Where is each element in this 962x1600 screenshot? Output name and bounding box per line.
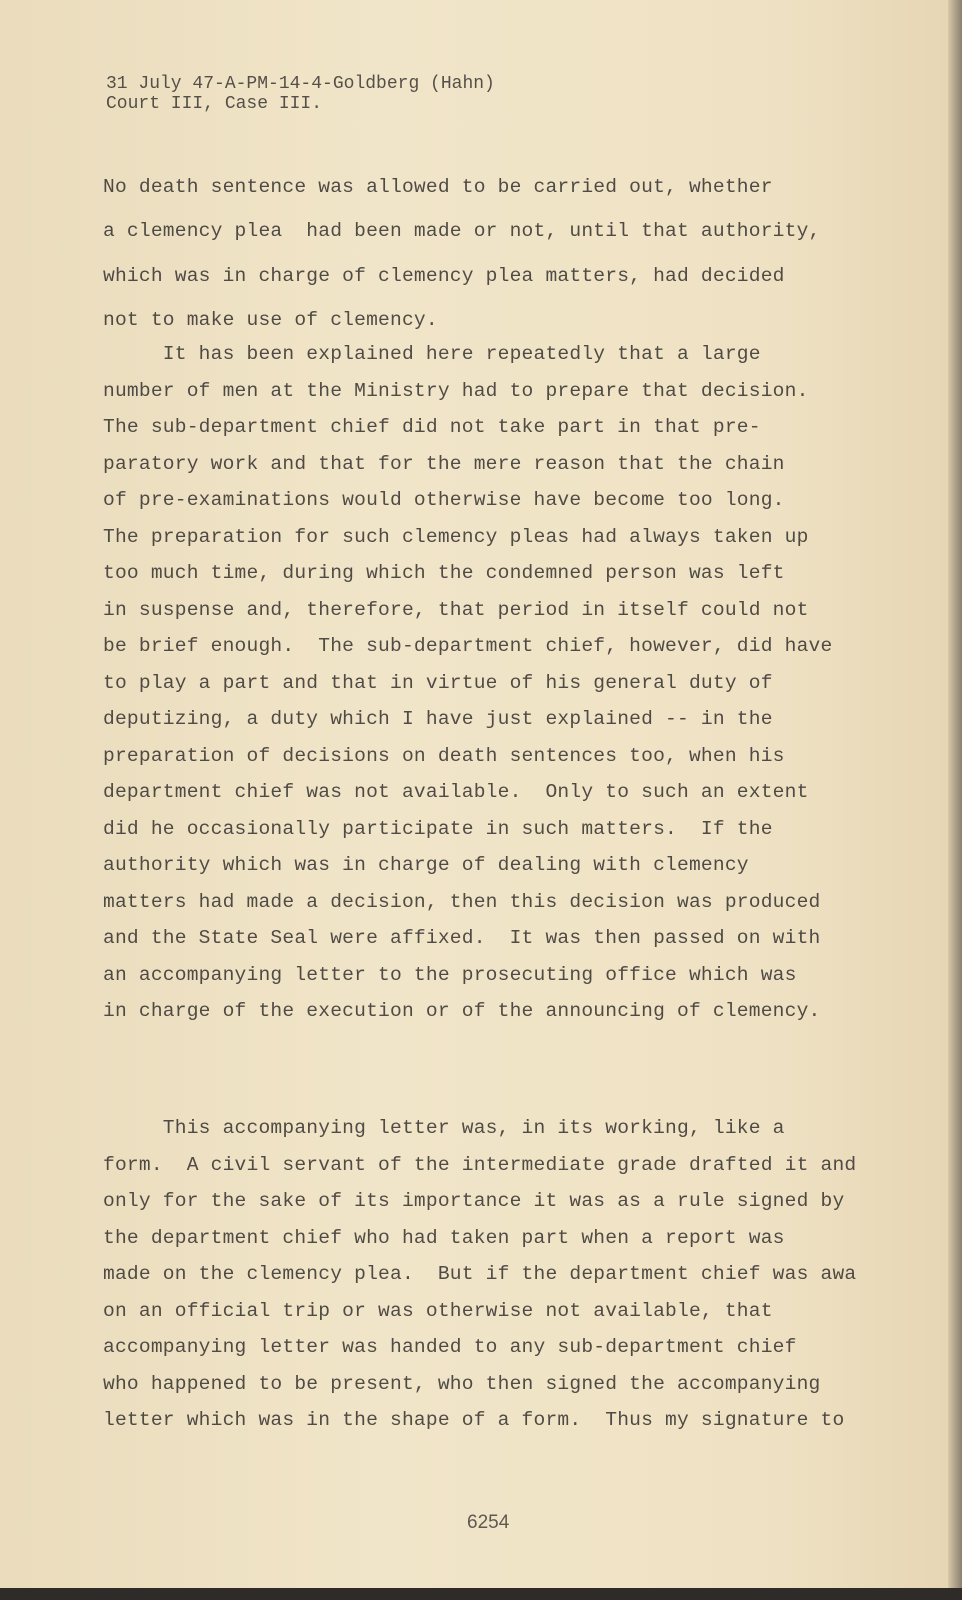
text-line: matters had made a decision, then this decision was produced	[103, 890, 821, 913]
text-line: the department chief who had taken part when a report was	[103, 1226, 785, 1249]
text-line: not to make use of clemency.	[103, 308, 438, 331]
text-line: No death sentence was allowed to be carried out, whether	[103, 176, 773, 198]
text-line: preparation of decisions on death sentences too, when his	[103, 744, 785, 767]
text-line: and the State Seal were affixed. It was then passed on with	[103, 927, 821, 949]
text-line: made on the clemency plea. But if the department chief was awa	[103, 1263, 857, 1285]
text-line: The preparation for such clemency pleas had always taken up	[103, 525, 809, 548]
text-line: accompanying letter was handed to any sub-department chief	[103, 1336, 797, 1358]
page-right-edge	[948, 0, 962, 1600]
header-line-1: 31 July 47-A-PM-14-4-Goldberg (Hahn)	[106, 74, 495, 94]
page-bottom-edge	[0, 1588, 962, 1600]
text-line: paratory work and that for the mere reason that the chain	[103, 452, 785, 475]
text-line: department chief was not available. Only to such an extent	[103, 781, 809, 803]
text-line: an accompanying letter to the prosecuting office which was	[103, 963, 797, 986]
text-line: This accompanying letter was, in its working, like a	[103, 1117, 785, 1139]
text-line: be brief enough. The sub-department chief, however, did have	[103, 635, 833, 657]
text-line: deputizing, a duty which I have just explained -- in the	[103, 708, 773, 730]
text-line: form. A civil servant of the intermediate grade drafted it and	[103, 1153, 857, 1176]
text-line: a clemency plea had been made or not, until that authority,	[103, 220, 821, 243]
text-line: did he occasionally participate in such matters. If the	[103, 817, 773, 840]
header-line-2: Court III, Case III.	[106, 94, 323, 114]
text-line: to play a part and that in virtue of his general duty of	[103, 671, 773, 694]
text-line: number of men at the Ministry had to prepare that decision.	[103, 379, 809, 402]
text-line: letter which was in the shape of a form. Thus my signature to	[103, 1409, 845, 1431]
text-line: too much time, during which the condemned person was left	[103, 562, 785, 584]
text-line: on an official trip or was otherwise not available, that	[103, 1299, 773, 1322]
text-line: in charge of the execution or of the announcing of clemency.	[103, 1000, 821, 1022]
text-line: who happened to be present, who then signed the accompanying	[103, 1372, 821, 1395]
text-line: in suspense and, therefore, that period in itself could not	[103, 598, 809, 621]
text-line: authority which was in charge of dealing with clemency	[103, 854, 749, 876]
text-line: It has been explained here repeatedly that a large	[103, 343, 761, 365]
text-line: of pre-examinations would otherwise have become too long.	[103, 489, 785, 511]
text-line: The sub-department chief did not take part in that pre-	[103, 416, 761, 438]
text-line: which was in charge of clemency plea matters, had decided	[103, 264, 785, 287]
page-number: 6254	[467, 1512, 510, 1533]
text-line: only for the sake of its importance it was as a rule signed by	[103, 1190, 845, 1212]
